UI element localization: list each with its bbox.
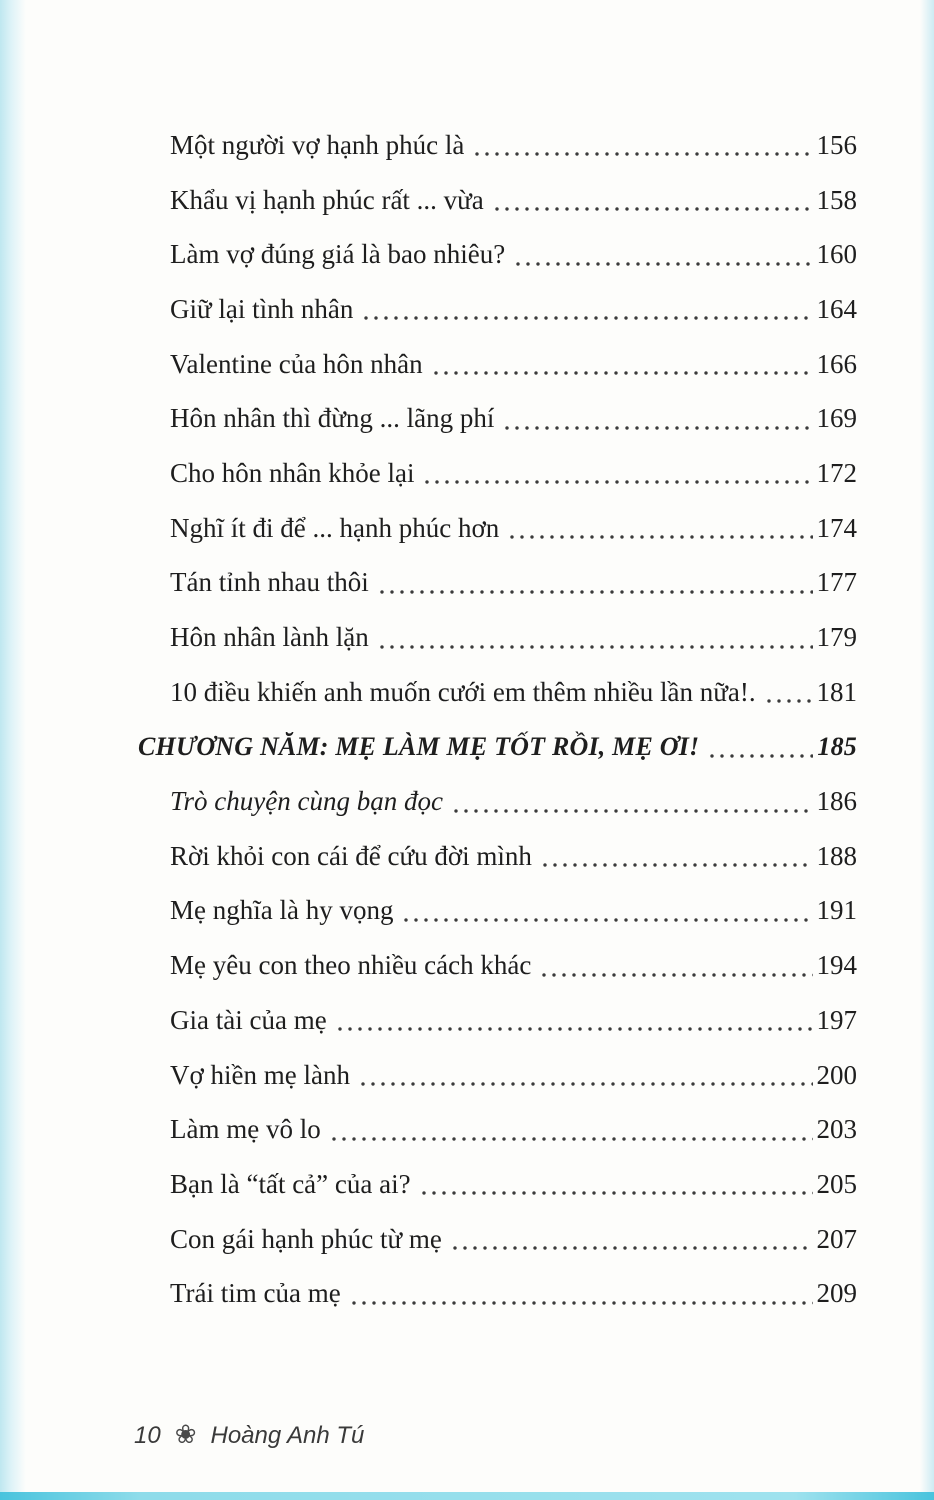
toc-leader-dots bbox=[707, 753, 813, 759]
toc-entry bbox=[170, 1212, 857, 1267]
toc-leader-dots bbox=[419, 1190, 813, 1196]
toc-page-number: 172 bbox=[816, 457, 857, 488]
toc-page-number: 181 bbox=[816, 676, 857, 707]
footer-author: Hoàng Anh Tú bbox=[210, 1421, 365, 1449]
toc-leader-dots bbox=[358, 1081, 813, 1087]
toc-page-number: 207 bbox=[816, 1223, 857, 1254]
toc-entry-label: Hôn nhân lành lặn bbox=[170, 622, 369, 653]
toc-leader-dots bbox=[329, 1136, 813, 1142]
toc-entry bbox=[170, 993, 857, 1048]
flower-icon: ❀ bbox=[174, 1419, 197, 1449]
toc-page-number: 160 bbox=[816, 239, 857, 270]
toc-entry-label: Làm vợ đúng giá là bao nhiêu? bbox=[170, 239, 506, 270]
toc-leader-dots bbox=[764, 698, 813, 704]
footer-page-number: 10 bbox=[134, 1421, 161, 1449]
toc-entry bbox=[170, 1102, 857, 1157]
toc-leader-dots bbox=[540, 862, 813, 868]
toc-entry-label: Trái tim của mẹ bbox=[170, 1278, 341, 1309]
toc-entry-label: Làm mẹ vô lo bbox=[170, 1114, 321, 1145]
toc-entry bbox=[170, 391, 857, 446]
toc-page-number: 200 bbox=[816, 1059, 857, 1090]
toc-page-number: 177 bbox=[816, 567, 857, 598]
toc-entry-label: Mẹ nghĩa là hy vọng bbox=[170, 895, 394, 926]
toc-entry bbox=[170, 446, 857, 501]
toc-page-number: 191 bbox=[816, 895, 857, 926]
page-footer bbox=[134, 1420, 364, 1451]
toc-entry bbox=[170, 610, 857, 665]
toc-leader-dots bbox=[539, 972, 812, 978]
toc-page-number: 205 bbox=[816, 1168, 857, 1199]
toc-page-number: 156 bbox=[816, 129, 857, 160]
toc-leader-dots bbox=[401, 917, 812, 923]
toc-page-number: 158 bbox=[816, 184, 857, 215]
toc-entry bbox=[170, 665, 857, 720]
toc-page-number: 179 bbox=[816, 622, 857, 653]
toc-entry-label: Gia tài của mẹ bbox=[170, 1004, 327, 1035]
toc-page-number: 209 bbox=[816, 1278, 857, 1309]
toc-entry-label: Khẩu vị hạnh phúc rất ... vừa bbox=[170, 184, 484, 215]
toc-leader-dots bbox=[361, 315, 812, 321]
toc-entry bbox=[170, 118, 857, 173]
toc-page-number: 185 bbox=[817, 731, 857, 761]
toc-entry bbox=[170, 282, 857, 337]
toc-leader-dots bbox=[422, 479, 812, 485]
toc-leader-dots bbox=[335, 1026, 813, 1032]
toc-page-number: 186 bbox=[816, 786, 857, 817]
toc-leader-dots bbox=[513, 261, 812, 267]
toc-leader-dots bbox=[431, 370, 813, 376]
toc-entry bbox=[170, 173, 857, 228]
toc-page-number: 169 bbox=[816, 403, 857, 434]
toc-entry bbox=[170, 829, 857, 884]
page-edge-right bbox=[920, 0, 934, 1500]
toc-entry bbox=[170, 227, 857, 282]
toc-entry-label: Mẹ yêu con theo nhiều cách khác bbox=[170, 950, 532, 981]
toc-leader-dots bbox=[472, 151, 812, 157]
toc-entry-label: Nghĩ ít đi để ... hạnh phúc hơn bbox=[170, 512, 500, 543]
toc-leader-dots bbox=[451, 808, 813, 814]
toc-entry bbox=[138, 720, 857, 775]
toc-entry bbox=[170, 501, 857, 556]
toc-leader-dots bbox=[507, 534, 812, 540]
toc-entry bbox=[170, 1157, 857, 1212]
toc-leader-dots bbox=[450, 1245, 813, 1251]
toc-leader-dots bbox=[377, 644, 813, 650]
toc-entry-label: Valentine của hôn nhân bbox=[170, 348, 423, 379]
toc-entry-label: Trò chuyện cùng bạn đọc bbox=[170, 786, 443, 817]
toc-entry-label: Cho hôn nhân khỏe lại bbox=[170, 457, 415, 488]
toc-page-number: 203 bbox=[816, 1114, 857, 1145]
toc-entry-label: CHƯƠNG NĂM: MẸ LÀM MẸ TỐT RỒI, MẸ ƠI! bbox=[138, 731, 700, 761]
toc-entry bbox=[170, 884, 857, 939]
toc-leader-dots bbox=[349, 1300, 813, 1306]
toc-entry-label: Tán tỉnh nhau thôi bbox=[170, 567, 369, 598]
toc-page-number: 194 bbox=[816, 950, 857, 981]
toc-leader-dots bbox=[502, 425, 812, 431]
page-edge-left bbox=[0, 0, 26, 1500]
toc-page-number: 197 bbox=[816, 1004, 857, 1035]
toc-entry-label: 10 điều khiến anh muốn cưới em thêm nhiều lần nữa!. bbox=[170, 676, 756, 707]
toc-entry-label: Con gái hạnh phúc từ mẹ bbox=[170, 1223, 442, 1254]
toc-page-number: 166 bbox=[816, 348, 857, 379]
toc-entry bbox=[170, 1048, 857, 1103]
toc-leader-dots bbox=[377, 589, 813, 595]
toc-leader-dots bbox=[492, 206, 813, 212]
toc-entry bbox=[170, 337, 857, 392]
toc-page-number: 188 bbox=[816, 840, 857, 871]
toc-entry-label: Hôn nhân thì đừng ... lãng phí bbox=[170, 403, 495, 434]
toc-entry-label: Giữ lại tình nhân bbox=[170, 293, 354, 324]
toc-entry-label: Một người vợ hạnh phúc là bbox=[170, 129, 465, 160]
page-edge-bottom bbox=[0, 1492, 934, 1500]
toc-entry-label: Bạn là “tất cả” của ai? bbox=[170, 1168, 411, 1199]
toc-entry bbox=[170, 938, 857, 993]
toc-entry-label: Rời khỏi con cái để cứu đời mình bbox=[170, 840, 532, 871]
toc-entry bbox=[170, 774, 857, 829]
toc-entry-label: Vợ hiền mẹ lành bbox=[170, 1059, 350, 1090]
toc-page-number: 164 bbox=[816, 293, 857, 324]
toc-list bbox=[138, 118, 857, 1321]
toc-entry bbox=[170, 556, 857, 611]
toc-entry bbox=[170, 1266, 857, 1321]
toc-page-number: 174 bbox=[816, 512, 857, 543]
